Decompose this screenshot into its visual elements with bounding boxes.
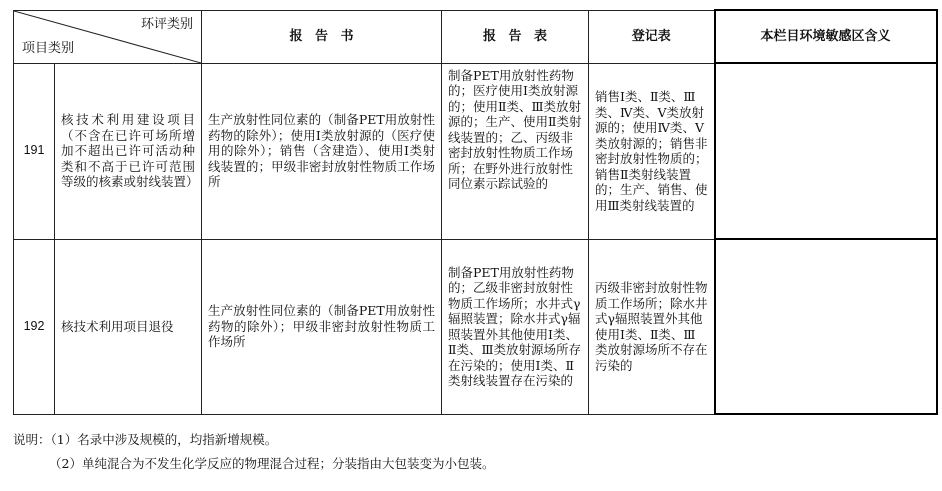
- table-row: [14, 239, 937, 414]
- register-requirement: 丙级非密封放射性物质工作场所；除水井式γ辐照装置外其他使用Ⅰ类、Ⅱ类、Ⅲ类放射源场所不存在污染的: [589, 239, 715, 414]
- header-register: 登记表: [589, 10, 715, 63]
- row-number: 192: [14, 239, 55, 414]
- project-category: 核技术利用建设项目（不含在已许可场所增加不超出已许可活动种类和不高于已许可范围等级的核素或射线装置）: [55, 63, 202, 239]
- header-category-label: 环评类别: [140, 16, 193, 32]
- header-report: 报 告 书: [202, 10, 442, 63]
- header-form: 报 告 表: [442, 10, 589, 63]
- table-row: [14, 63, 937, 239]
- header-row: [14, 10, 937, 63]
- notes: [13, 428, 494, 476]
- form-requirement: 制备PET用放射性药物的；乙级非密封放射性物质工作场所；水井式γ辐照装置；除水井式γ辐照装置外其他使用Ⅰ类、Ⅱ类、Ⅲ类放射源场所存在污染的；使用Ⅰ类、Ⅱ类射线装置存在污染的: [442, 239, 589, 414]
- form-requirement: 制备PET用放射性药物的；医疗使用Ⅰ类放射源的；使用Ⅱ类、Ⅲ类放射源的；生产、使用Ⅱ类射线装置的；乙、丙级非密封放射性物质工作场所；在野外进行放射性同位素示踪试验的: [442, 63, 589, 239]
- project-category: 核技术利用项目退役: [55, 239, 202, 414]
- report-requirement: 生产放射性同位素的（制备PET用放射性药物的除外）；甲级非密封放射性物质工作场所: [202, 239, 442, 414]
- sensitive-area: [715, 239, 937, 414]
- sensitive-area: [715, 63, 937, 239]
- register-requirement: 销售Ⅰ类、Ⅱ类、Ⅲ类、Ⅳ类、Ⅴ类放射源的；使用Ⅳ类、Ⅴ类放射源的；销售非密封放射性物质的；销售Ⅱ类射线装置的；生产、销售、使用Ⅲ类射线装置的: [589, 63, 715, 239]
- header-project-label: 项目类别: [22, 41, 75, 56]
- classification-table: [13, 9, 938, 415]
- header-sensitive: 本栏目环境敏感区含义: [715, 10, 937, 63]
- row-number: 191: [14, 63, 55, 239]
- header-diagonal-cell: [14, 10, 202, 63]
- note-2: （2）单纯混合为不发生化学反应的物理混合过程；分装指由大包装变为小包装。: [49, 456, 495, 471]
- note-1: 说明：（1）名录中涉及规模的，均指新增规模。: [13, 432, 278, 447]
- report-requirement: 生产放射性同位素的（制备PET用放射性药物的除外）；使用I类放射源的（医疗使用的除外）；销售（含建造）、使用I类射线装置的；甲级非密封放射性物质工作场所: [202, 63, 442, 239]
